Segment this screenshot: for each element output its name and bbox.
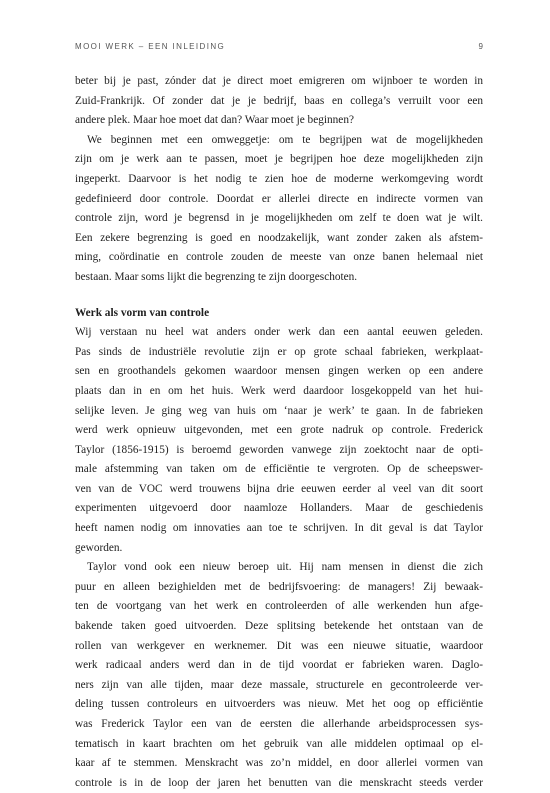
text-line: andere plek. Maar hoe moet dat dan? Waar moet je beginnen?	[75, 114, 354, 127]
text-line: experimenten uitgevoerd door naamloze Hollanders. Maar de geschiedenis	[75, 502, 483, 515]
text-line: controle zijn, word je begrensd in je mogelijkheden om zelf te doen wat je wilt.	[75, 212, 483, 225]
text-line: deling tussen controleurs en uitvoerders was nieuw. Met het oog op efficiëntie	[75, 698, 483, 711]
text-line: ming, coördinatie en controle zouden de meeste van onze banen helemaal niet	[75, 251, 483, 264]
text-line: zijn om je werk aan te passen, moet je begrijpen hoe deze mogelijkheden zijn	[75, 153, 483, 166]
paragraph-3	[75, 323, 483, 558]
text-line: bestaan. Maar soms lijkt die begrenzing te zijn doorgeschoten.	[75, 270, 358, 283]
text-line: rollen van werkgever en werknemer. Dit was een nieuwe situatie, waardoor	[75, 639, 483, 652]
text-line: ingeperkt. Daarvoor is het nodig te zien hoe de moderne werkomgeving wordt	[75, 172, 483, 185]
text-line: ten de voortgang van het werk en controleerden of alle werkenden hun afge-	[75, 600, 483, 613]
text-line: Een zekere begrenzing is goed en noodzakelijk, want zonder zaken als afstem-	[75, 231, 483, 244]
text-line: bakende taken goed uitvoerden. Deze splitsing betekende het ontstaan van de	[75, 620, 483, 633]
text-line: plaats dan in en om het huis. Werk werd daardoor losgekoppeld van het hui-	[75, 384, 483, 397]
paragraph-2	[75, 131, 483, 288]
text-line: beter bij je past, zónder dat je direct moet emigreren om wijnboer te worden in	[75, 75, 483, 87]
text-line: selijke leven. Je ging weg van huis om ‘naar je werk’ te gaan. In de fabrieken	[75, 404, 483, 417]
text-line: werk radicaal anders werd dan in de tijd voordat er fabrieken waren. Daglo-	[75, 659, 483, 672]
page-number: 9	[478, 42, 483, 51]
text-line: Pas sinds de industriële revolutie zijn er op grote schaal fabrieken, werkplaat-	[75, 345, 483, 358]
running-head	[75, 42, 483, 56]
text-line: sen en groothandels gekomen waardoor mensen gingen werken op een andere	[75, 365, 483, 378]
text-line: was Frederick Taylor een van de eersten die allerhande arbeidsprocessen sys-	[75, 718, 483, 730]
paragraph-4	[75, 558, 483, 793]
text-line: controle is in de loop der jaren het benutten van die menskracht steeds verder	[75, 776, 483, 789]
text-line: Taylor (1856-1915) is beroemd geworden vanwege zijn zoektocht naar de opti-	[75, 443, 483, 456]
text-line: Wij verstaan nu heel wat anders onder werk dan een aantal eeuwen geleden.	[75, 326, 483, 339]
text-line: heeft namen nodig om innovaties aan toe te schrijven. In dit geval is dat Taylor	[75, 522, 483, 535]
paragraph-1	[75, 72, 483, 131]
text-line: werd werk opnieuw uitgevonden, met een grote nadruk op controle. Frederick	[75, 424, 483, 437]
text-line: Zuid-Frankrijk. Of zonder dat je je bedrijf, baas en collega’s verruilt voor een	[75, 94, 483, 107]
text-line: We beginnen met een omweggetje: om te begrijpen wat de mogelijkheden	[87, 133, 483, 146]
text-line: ven van de VOC werd trouwens bijna drie eeuwen eerder al veel van dit soort	[75, 482, 483, 495]
text-line: ners zijn van alle tijden, maar deze massale, structurele en gecontroleerde ver-	[75, 678, 483, 691]
text-line: male afstemming van taken om de efficiëntie te vergroten. Op de scheepswer-	[75, 463, 483, 476]
section-heading: Werk als vorm van controle	[75, 306, 210, 319]
text-line: geworden.	[75, 541, 123, 554]
text-line: Taylor vond ook een nieuw beroep uit. Hij nam mensen in dienst die zich	[87, 561, 483, 574]
text-line: tematisch in kaart brachten om het gebruik van alle middelen optimaal op el-	[75, 737, 483, 750]
text-line: puur en alleen bezighielden met de bedrijfsvoering: de managers! Zij bewaak-	[75, 580, 483, 593]
running-title: MOOI WERK – EEN INLEIDING	[75, 42, 226, 51]
text-line: kaar af te stemmen. Menskracht was zo’n middel, en door allerlei vormen van	[75, 757, 483, 770]
text-line: gedefinieerd door controle. Doordat er allerlei directe en indirecte vormen van	[75, 192, 483, 205]
body-text	[75, 72, 483, 793]
